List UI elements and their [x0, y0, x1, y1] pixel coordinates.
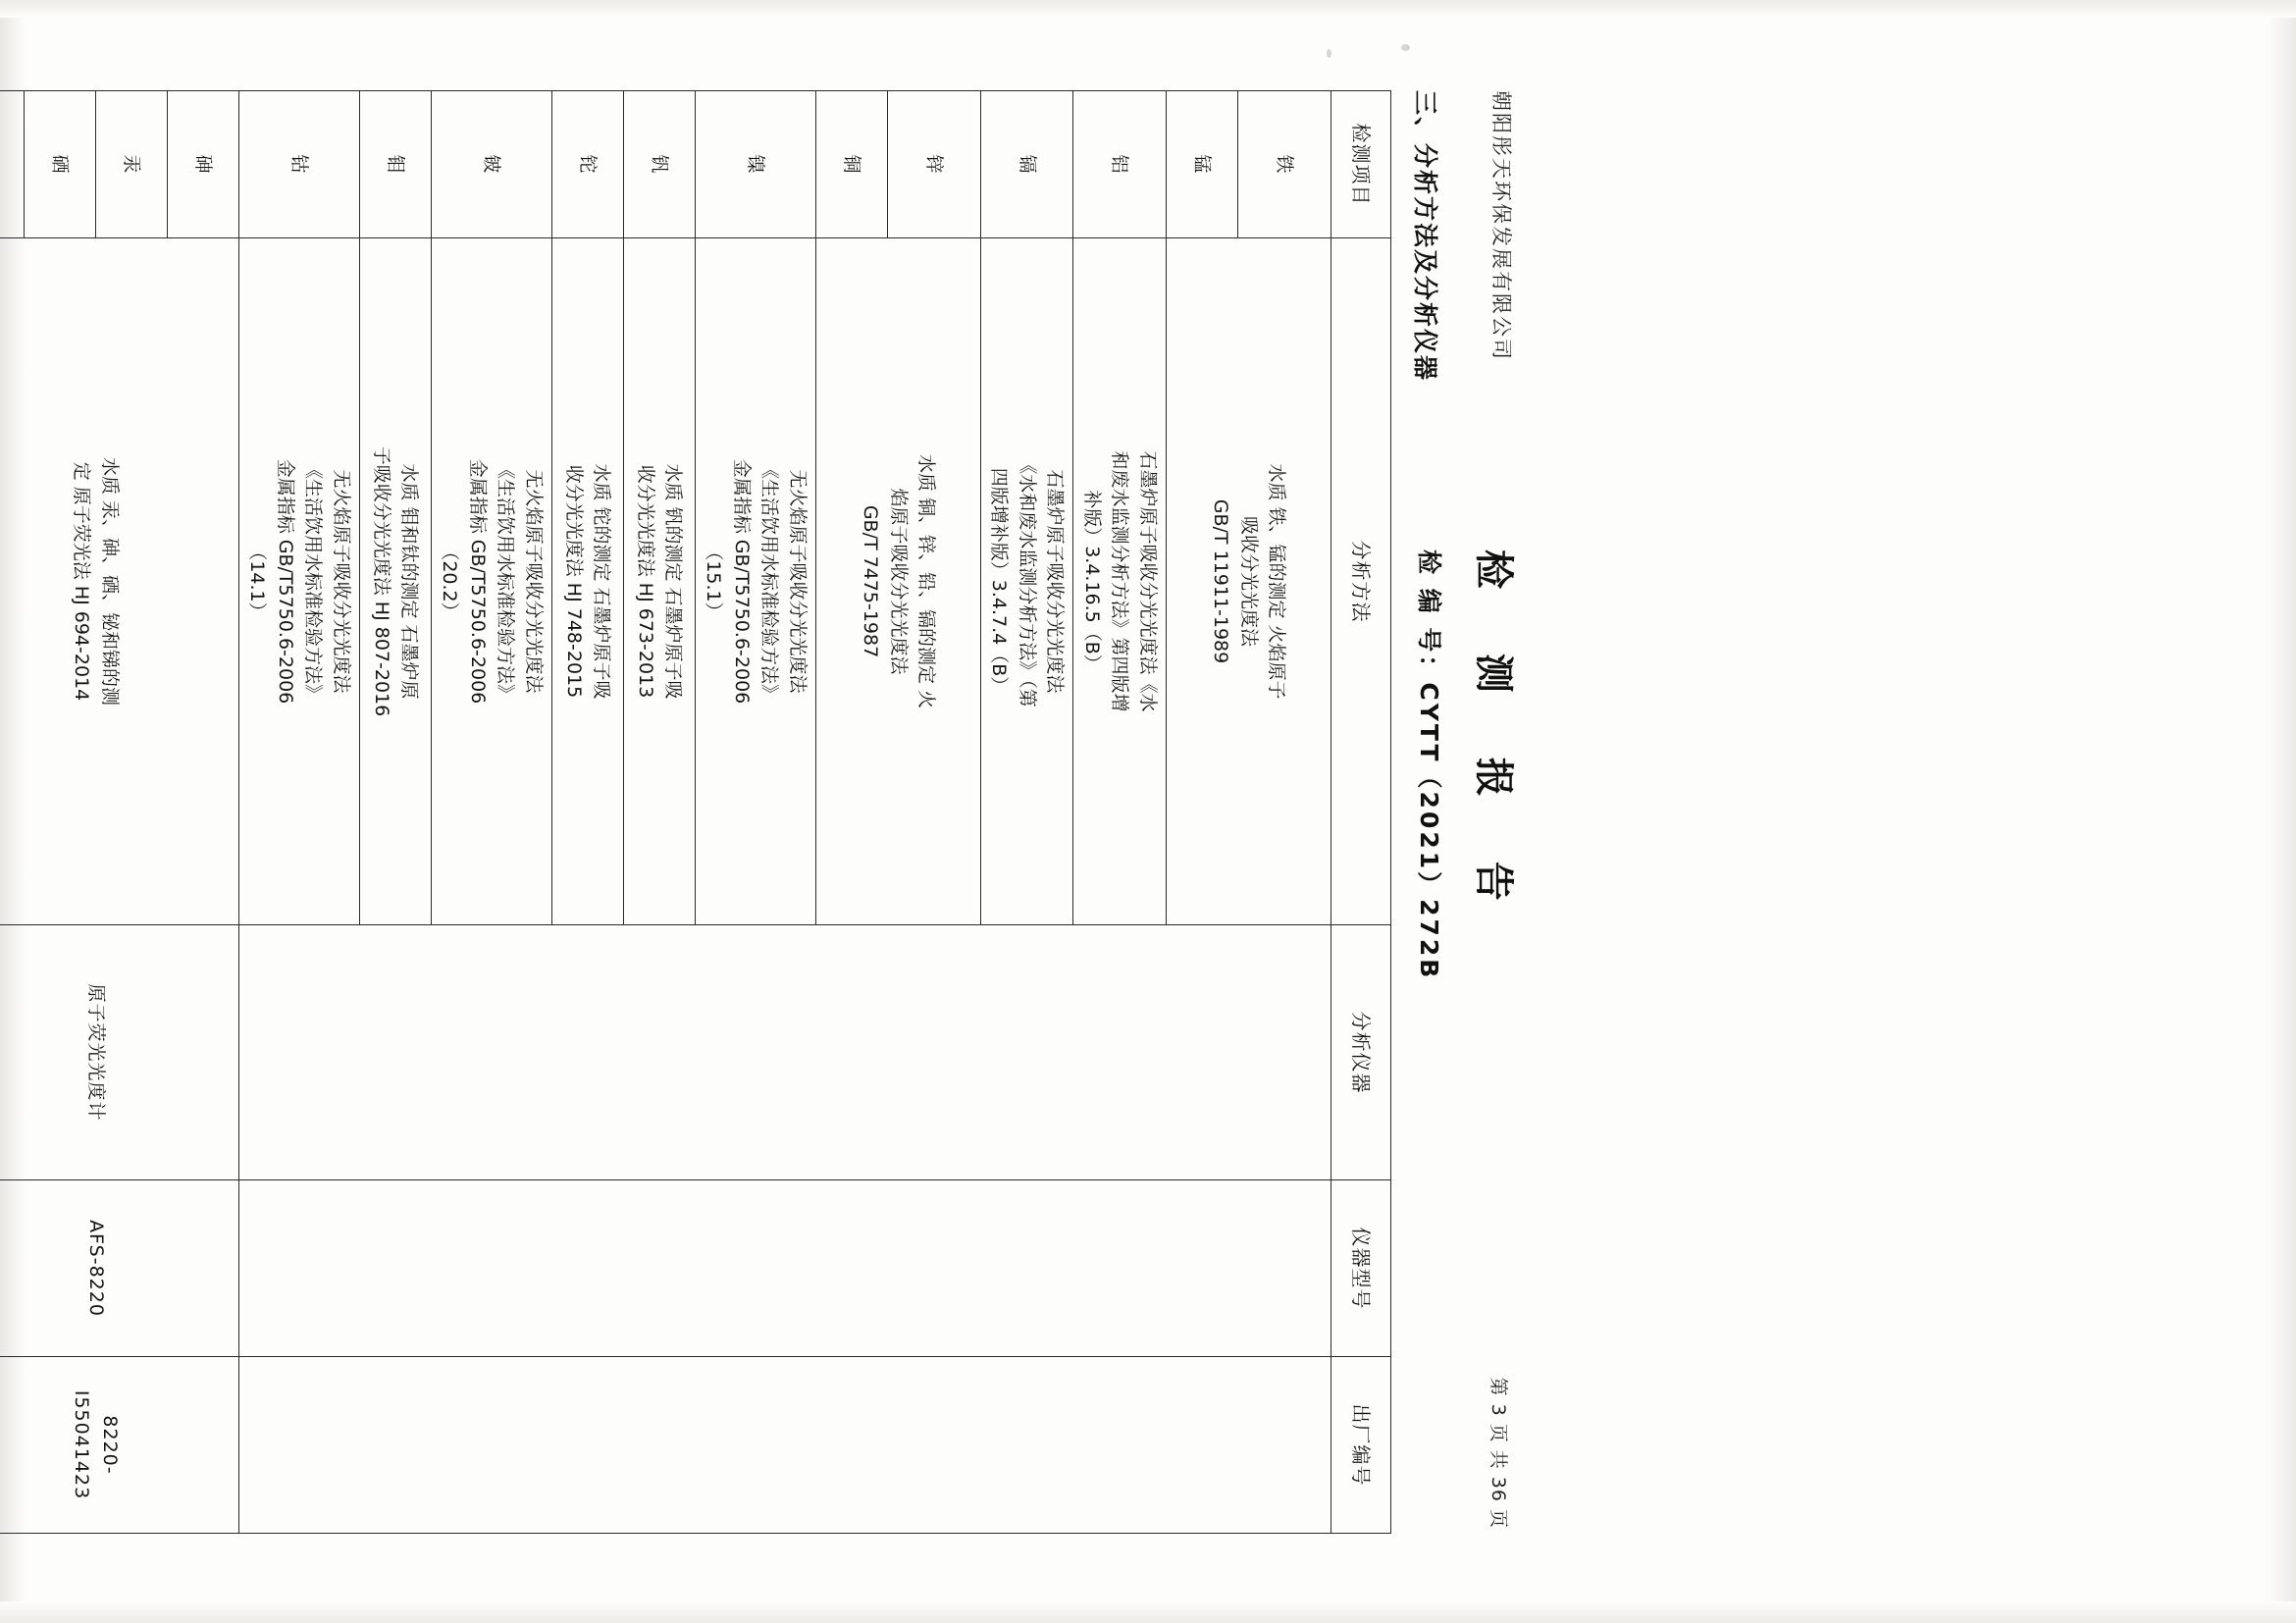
cell-method: 石墨炉原子吸收分光光度法 《水和废水监测分析方法》（第 四版增补版）3.4.7.4（B）	[981, 238, 1074, 925]
cell-item: 硒	[25, 91, 96, 238]
cell-method: 水质 汞、砷、硒、铋和锑的测 定 原子荧光法 HJ 694-2014	[0, 238, 239, 925]
analysis-method-table	[0, 90, 1391, 1534]
cell-serial-number: 8220-I55041423	[0, 1357, 239, 1534]
cell-method: 水质 铁、锰的测定 火焰原子 吸收分光光度法 GB/T 11911-1989	[1167, 238, 1331, 925]
col-header-model: 仪器型号	[1331, 1180, 1391, 1357]
report-number: 检 编 号：CYTT（2021）272B	[1415, 550, 1443, 981]
page-number: 第 3 页 共 36 页	[1487, 1377, 1509, 1529]
cell-item: 钒	[624, 91, 696, 238]
cell-method: 水质 钒的测定 石墨炉原子吸 收分光光度法 HJ 673-2013	[624, 238, 696, 925]
cell-item: 铍	[432, 91, 552, 238]
col-header-item: 检测项目	[1331, 91, 1391, 238]
col-header-method: 分析方法	[1331, 238, 1391, 925]
cell-item: 钴	[239, 91, 360, 238]
table-row	[1238, 91, 1331, 1534]
cell-item: 锌	[888, 91, 981, 238]
cell-method: 石墨炉原子吸收分光光度法《水 和废水监测分析方法》第四版增 补版）3.4.16.5（B）	[1073, 238, 1167, 925]
cell-item: 铝	[1073, 91, 1167, 238]
cell-method: 无火焰原子吸收分光光度法 《生活饮用水标准检验方法》 金属指标 GB/T5750.6-2006 （15.1）	[696, 238, 816, 925]
company-name: 朝阳彤天环保发展有限公司	[1489, 90, 1513, 361]
cell-item	[0, 91, 25, 238]
cell-item: 钼	[360, 91, 432, 238]
cell-item: 锰	[1167, 91, 1238, 238]
cell-item: 铊	[552, 91, 624, 238]
cell-item: 汞	[96, 91, 168, 238]
cell-item: 镉	[981, 91, 1074, 238]
cell-method: 无火焰原子吸收分光光度法 《生活饮用水标准检验方法》 金属指标 GB/T5750.6-2006 （20.2）	[432, 238, 552, 925]
section-title: 三、分析方法及分析仪器	[1411, 90, 1439, 383]
analysis-method-table-wrap	[0, 90, 1391, 1533]
cell-model	[239, 1180, 1331, 1357]
page-edge-shadow-right	[2267, 0, 2296, 1623]
table-body	[0, 91, 1331, 1534]
cell-method: 无火焰原子吸收分光光度法 《生活饮用水标准检验方法》 金属指标 GB/T5750.6-2006 （14.1）	[239, 238, 360, 925]
cell-model: AFS-8220	[0, 1180, 239, 1357]
cell-instrument	[239, 925, 1331, 1180]
cell-item: 砷	[168, 91, 239, 238]
cell-serial-number	[239, 1357, 1331, 1534]
cell-item: 铁	[1238, 91, 1331, 238]
col-header-instrument: 分析仪器	[1331, 925, 1391, 1180]
cell-method: 水质 铊的测定 石墨炉原子吸 收分光光度法 HJ 748-2015	[552, 238, 624, 925]
table-header-row	[1331, 91, 1391, 1534]
cell-method: 水质 铜、锌、铅、镉的测定 火 焰原子吸收分光光度法 GB/T 7475-1987	[816, 238, 981, 925]
cell-item: 铜	[816, 91, 888, 238]
col-header-sn: 出厂编号	[1331, 1357, 1391, 1534]
cell-method: 水质 钼和钛的测定 石墨炉原 子吸收分光光度法 HJ 807-2016	[360, 238, 432, 925]
cell-instrument: 原子荧光光度计	[0, 925, 239, 1180]
cell-item: 镍	[696, 91, 816, 238]
report-title: 检 测 报 告	[1471, 550, 1516, 926]
table-row	[168, 91, 239, 1534]
